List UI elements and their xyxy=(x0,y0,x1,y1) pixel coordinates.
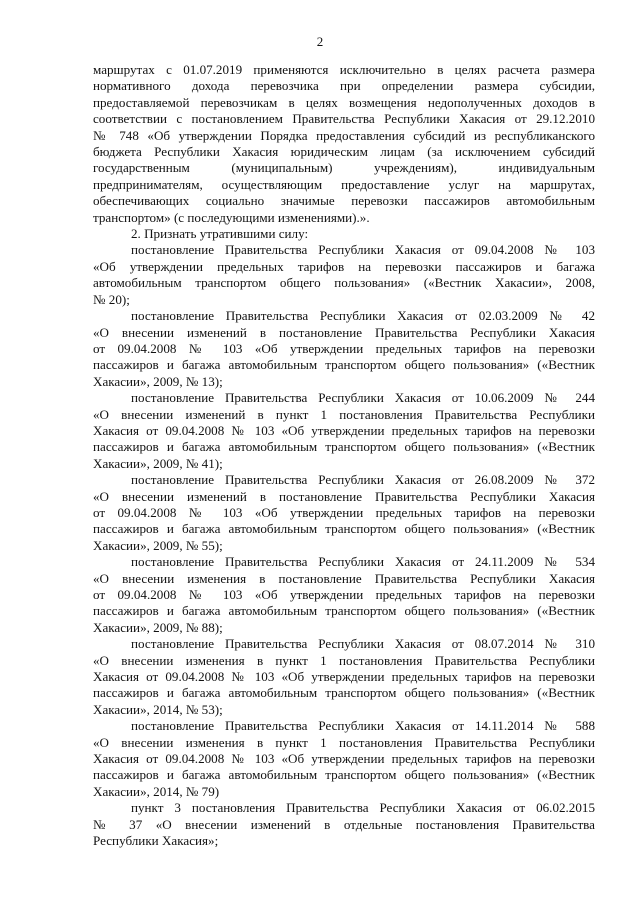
text-line: соответствии с постановлением Правительства Республики Хакасия от 29.12.2010 xyxy=(93,111,595,127)
text-line: № 37 «О внесении изменений в отдельные постановления Правительства xyxy=(93,816,595,832)
text-line: Хакасия от 09.04.2008 № 103 «Об утверждении предельных тарифов на перевозки xyxy=(93,751,595,767)
text-line: «О внесении изменений в пункт 1 постановления Правительства Республики xyxy=(93,406,595,422)
text-line: Хакасии», 2014, № 79) xyxy=(93,783,220,799)
text-line: пункт 3 постановления Правительства Республики Хакасия от 06.02.2015 xyxy=(131,800,595,816)
text-line: постановление Правительства Республики Хакасия от 09.04.2008 № 103 xyxy=(131,242,595,258)
paragraph xyxy=(93,390,595,472)
text-line: Хакасии», 2009, № 13); xyxy=(93,373,223,389)
text-line: маршрутах с 01.07.2019 применяются исключительно в целях расчета размера xyxy=(93,62,595,77)
text-line: транспортом» (с последующими изменениями).». xyxy=(93,209,370,225)
text-line: от 09.04.2008 № 103 «Об утверждении предельных тарифов на перевозки xyxy=(93,340,595,356)
paragraph xyxy=(93,62,595,226)
text-line: «О внесении изменений в постановление Правительства Республики Хакасия xyxy=(93,488,595,504)
text-line: Хакасии», 2014, № 53); xyxy=(93,701,223,717)
text-line: государственным (муниципальным) учреждениям), индивидуальным xyxy=(93,160,595,176)
text-line: пассажиров и багажа автомобильным транспортом общего пользования» («Вестник xyxy=(93,767,595,783)
text-line: «О внесении изменения в пункт 1 постановления Правительства Республики xyxy=(93,652,595,668)
text-line: «Об утверждении предельных тарифов на перевозки пассажиров и багажа xyxy=(93,258,595,274)
text-line: от 09.04.2008 № 103 «Об утверждении предельных тарифов на перевозки xyxy=(93,504,595,520)
text-line: Хакасии», 2009, № 55); xyxy=(93,537,223,553)
text-line: Республики Хакасия»; xyxy=(93,833,219,849)
document-body xyxy=(93,62,595,850)
text-line: пассажиров и багажа автомобильным транспортом общего пользования» («Вестник xyxy=(93,357,595,373)
text-line: автомобильным транспортом общего пользования» («Вестник Хакасии», 2008, xyxy=(93,275,595,291)
text-line: нормативного дохода перевозчика при определении размера субсидии, xyxy=(93,78,595,94)
paragraph xyxy=(93,636,595,718)
paragraph xyxy=(93,800,595,849)
text-line: пассажиров и багажа автомобильным транспортом общего пользования» («Вестник xyxy=(93,439,595,455)
text-line: № 20); xyxy=(93,291,130,307)
text-line: Хакасии», 2009, № 88); xyxy=(93,619,223,635)
text-line: бюджета Республики Хакасия юридическим лицам (за исключением субсидий xyxy=(93,144,595,160)
text-line: постановление Правительства Республики Хакасия от 02.03.2009 № 42 xyxy=(131,308,595,324)
text-line: 2. Признать утратившими силу: xyxy=(131,226,309,242)
text-line: постановление Правительства Республики Хакасия от 10.06.2009 № 244 xyxy=(131,390,595,406)
text-line: от 09.04.2008 № 103 «Об утверждении предельных тарифов на перевозки xyxy=(93,587,595,602)
text-line: пассажиров и багажа автомобильным транспортом общего пользования» («Вестник xyxy=(93,685,595,701)
text-line: «О внесении изменения в постановление Правительства Республики Хакасия xyxy=(93,570,595,586)
text-line: предпринимателям, осуществляющим предоставление услуг на маршрутах, xyxy=(93,176,595,192)
text-line: обеспечивающих социально значимые перевозки пассажиров автомобильным xyxy=(93,193,595,209)
text-line: «О внесении изменений в постановление Правительства Республики Хакасия xyxy=(93,324,595,340)
text-line: постановление Правительства Республики Хакасия от 26.08.2009 № 372 xyxy=(131,472,595,488)
text-line: Хакасия от 09.04.2008 № 103 «Об утверждении предельных тарифов на перевозки xyxy=(93,669,595,685)
text-line: пассажиров и багажа автомобильным транспортом общего пользования» («Вестник xyxy=(93,603,595,619)
text-line: постановление Правительства Республики Хакасия от 24.11.2009 № 534 xyxy=(131,554,595,570)
text-line: постановление Правительства Республики Хакасия от 14.11.2014 № 588 xyxy=(131,718,595,734)
text-line: № 748 «Об утверждении Порядка предоставления субсидий из республиканского xyxy=(93,127,595,143)
paragraph xyxy=(93,242,595,308)
text-line: Хакасии», 2009, № 41); xyxy=(93,455,223,471)
paragraph xyxy=(93,718,595,800)
text-line: пассажиров и багажа автомобильным транспортом общего пользования» («Вестник xyxy=(93,521,595,537)
text-line: предоставляемой перевозчикам в целях возмещения недополученных доходов в xyxy=(93,94,595,110)
text-line: «О внесении изменения в пункт 1 постановления Правительства Республики xyxy=(93,734,595,750)
paragraph xyxy=(93,308,595,390)
paragraph xyxy=(93,226,595,242)
page-number: 2 xyxy=(316,34,324,49)
text-line: постановление Правительства Республики Хакасия от 08.07.2014 № 310 xyxy=(131,636,595,652)
paragraph xyxy=(93,554,595,636)
text-line: Хакасия от 09.04.2008 № 103 «Об утверждении предельных тарифов на перевозки xyxy=(93,422,595,438)
paragraph xyxy=(93,472,595,554)
